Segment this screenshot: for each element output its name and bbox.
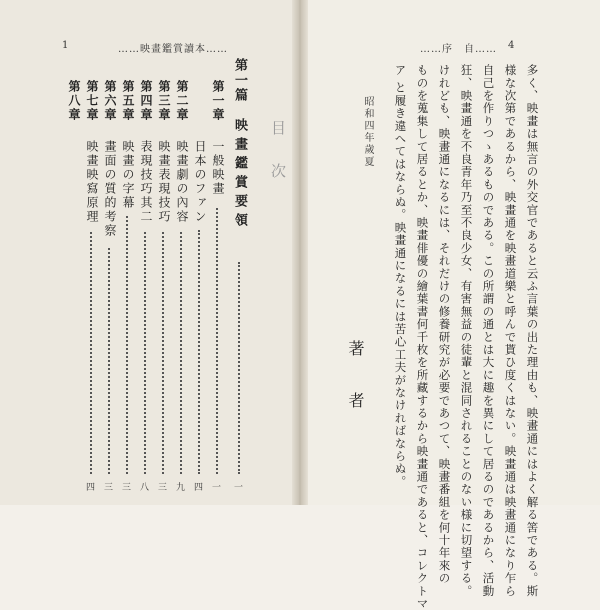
toc-page-number: 九 xyxy=(176,483,186,493)
toc-leader xyxy=(108,248,110,474)
chapter-title: 表現技巧其二 xyxy=(139,140,153,224)
text-column: 狂、映畫通を不良青年乃至不良少女、有害無益の徒輩と混同されることのない様に切望する。 xyxy=(459,64,474,598)
text-column: ア と履き違へてはならぬ。映畫通になるには苦心工夫がなければならぬ。 xyxy=(393,64,408,488)
chapter-label: 第三章 xyxy=(157,80,171,122)
part-title: 映畫鑑賞要領 xyxy=(232,118,247,232)
toc-page-number: 四 xyxy=(194,483,204,493)
left-page-number: 1 xyxy=(62,40,70,51)
chapter-label: 第七章 xyxy=(85,80,99,122)
chapter-label: 第四章 xyxy=(139,80,153,122)
chapter-label: 第五章 xyxy=(121,80,135,122)
text-column: ものを蒐集して居るとか、映畫俳優の繪葉書何千枚を所藏するから映畫通であると、コレクトマ xyxy=(415,64,430,610)
left-page xyxy=(0,0,300,505)
chapter-label: 第二章 xyxy=(175,80,189,122)
chapter-title: 映畫の字幕 xyxy=(121,140,135,210)
contents-heading: 目次 xyxy=(269,120,287,206)
toc-page-number: 三 xyxy=(122,483,132,493)
toc-page-number: 四 xyxy=(86,483,96,493)
toc-leader xyxy=(216,208,218,474)
toc-leader xyxy=(162,232,164,474)
book-gutter xyxy=(292,0,308,505)
toc-page-number: 三 xyxy=(104,483,114,493)
chapter-label: 第六章 xyxy=(103,80,117,122)
chapter-title: 映畫映寫原理 xyxy=(85,140,99,224)
toc-leader xyxy=(126,216,128,474)
toc-leader xyxy=(198,230,200,474)
chapter-title: 映畫劇の內容 xyxy=(175,140,189,224)
toc-leader xyxy=(144,232,146,474)
chapter-title: 映畫表現技巧 xyxy=(157,140,171,224)
toc-page-number: 八 xyxy=(140,483,150,493)
part-label: 第一篇 xyxy=(232,58,247,103)
toc-page-number: 一 xyxy=(234,483,244,493)
text-column: 多く、映畫は無言の外交官であると云ふ言葉の出た理由も、映畫通にはよく解る筈である。斯 xyxy=(525,64,540,598)
toc-page-number: 三 xyxy=(158,483,168,493)
chapter-title: 畫面の質的考察 xyxy=(103,140,117,238)
toc-leader xyxy=(180,232,182,474)
preface-date: 昭和四年歲夏 xyxy=(362,96,373,168)
text-column: 様な次第であるから、映畫通を映畫道樂と呼んで貰ひ度くはない。映畫通は映畫通になり乍ら xyxy=(503,64,518,598)
chapter-title: 日本のファン xyxy=(193,140,207,224)
toc-page-number: 一 xyxy=(212,483,222,493)
chapter-title: 一般映畫 xyxy=(211,140,225,196)
right-page-number: 4 xyxy=(508,40,516,51)
right-running-head: ……序 自…… xyxy=(420,44,497,55)
left-running-head: ……映畫鑑賞讀本…… xyxy=(118,44,228,55)
chapter-label: 第一章 xyxy=(211,80,225,122)
text-column: けれども、映畫通になるには、それだけの修養研究が必要であつて、映畫番組を何十年來の xyxy=(437,64,452,585)
toc-leader xyxy=(238,262,240,474)
text-column: 自己を作りつゝあるものである。この所謂の通とは大に趣を異にして居るのであるから、活動 xyxy=(481,64,496,598)
toc-leader xyxy=(90,232,92,474)
preface-author: 著 者 xyxy=(346,340,365,418)
chapter-label: 第八章 xyxy=(67,80,81,122)
